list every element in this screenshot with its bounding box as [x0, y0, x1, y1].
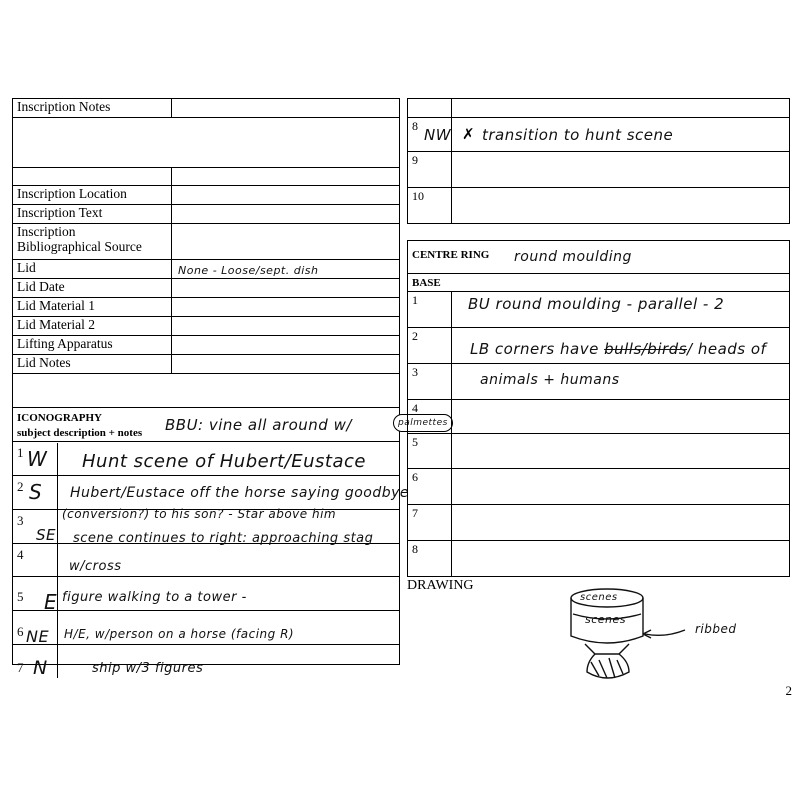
field-value — [172, 205, 400, 224]
scribble-icon: ✗ — [462, 127, 475, 143]
field-label: Inscription Bibliographical Source — [13, 224, 172, 260]
field-value — [172, 224, 400, 260]
lid-value: None - Loose/sept. dish — [178, 264, 319, 277]
field-label: Lifting Apparatus — [13, 336, 172, 355]
field-label: Lid Material 1 — [13, 298, 172, 317]
field-label: Inscription Text — [13, 205, 172, 224]
field-label: Inscription Notes — [13, 99, 172, 118]
iconography-header-note: BBU: vine all around w/ — [165, 416, 352, 434]
direction-label: NW — [424, 126, 452, 144]
iconography-text: H/E, w/person on a horse (facing R) — [64, 627, 295, 641]
sketch-label: scenes — [585, 613, 627, 626]
field-label: Lid Notes — [13, 355, 172, 374]
iconography-title: ICONOGRAPHY — [17, 412, 102, 424]
centre-ring-label: CENTRE RING — [412, 249, 490, 261]
drawing-label: DRAWING — [407, 578, 474, 593]
field-label: Inscription Location — [13, 186, 172, 205]
iconography-text: ship w/3 figures — [92, 661, 204, 676]
base-text: LB corners have bulls/birds/ heads of — [470, 340, 767, 358]
sketch-label: scenes — [580, 592, 618, 603]
iconography-number-divider — [57, 443, 58, 678]
iconography-text: (conversion?) to his son? - Star above him — [62, 507, 337, 521]
direction-label: W — [27, 447, 48, 471]
iconography-text: scene continues to right: approaching stag — [73, 531, 374, 546]
direction-label: S — [29, 480, 43, 504]
field-label: Lid Material 2 — [13, 317, 172, 336]
field-value — [172, 99, 400, 118]
direction-label: E — [44, 590, 58, 614]
field-value — [172, 186, 400, 205]
left-record-table — [12, 98, 400, 665]
iconography-text: Hunt scene of Hubert/Eustace — [82, 451, 366, 472]
iconography-text: Hubert/Eustace off the horse saying goodbye — [70, 485, 410, 501]
sketch-note: ribbed — [695, 622, 737, 636]
direction-label: SE — [36, 526, 56, 544]
base-label: BASE — [412, 277, 441, 289]
centre-ring-value: round moulding — [514, 249, 632, 265]
base-text: BU round moulding - parallel - 2 — [468, 295, 725, 313]
iconography-text: figure walking to a tower - — [62, 590, 247, 605]
page-number: 2 — [785, 683, 792, 698]
direction-label: NE — [26, 627, 50, 646]
iconography-subtitle: subject description + notes — [17, 427, 143, 439]
field-label: Lid Date — [13, 279, 172, 298]
right-top-table: 8 9 10 — [407, 98, 790, 224]
base-text: animals + humans — [480, 372, 620, 388]
direction-label: N — [33, 657, 48, 679]
circled-note: palmettes — [393, 414, 453, 432]
field-label: Lid — [13, 260, 172, 279]
iconography-text: w/cross — [69, 559, 122, 574]
right-base-table: CENTRE RING BASE 1 2 3 4 5 6 7 8 — [407, 240, 790, 577]
transition-text: transition to hunt scene — [482, 126, 674, 144]
inscription-notes-area — [13, 118, 400, 168]
